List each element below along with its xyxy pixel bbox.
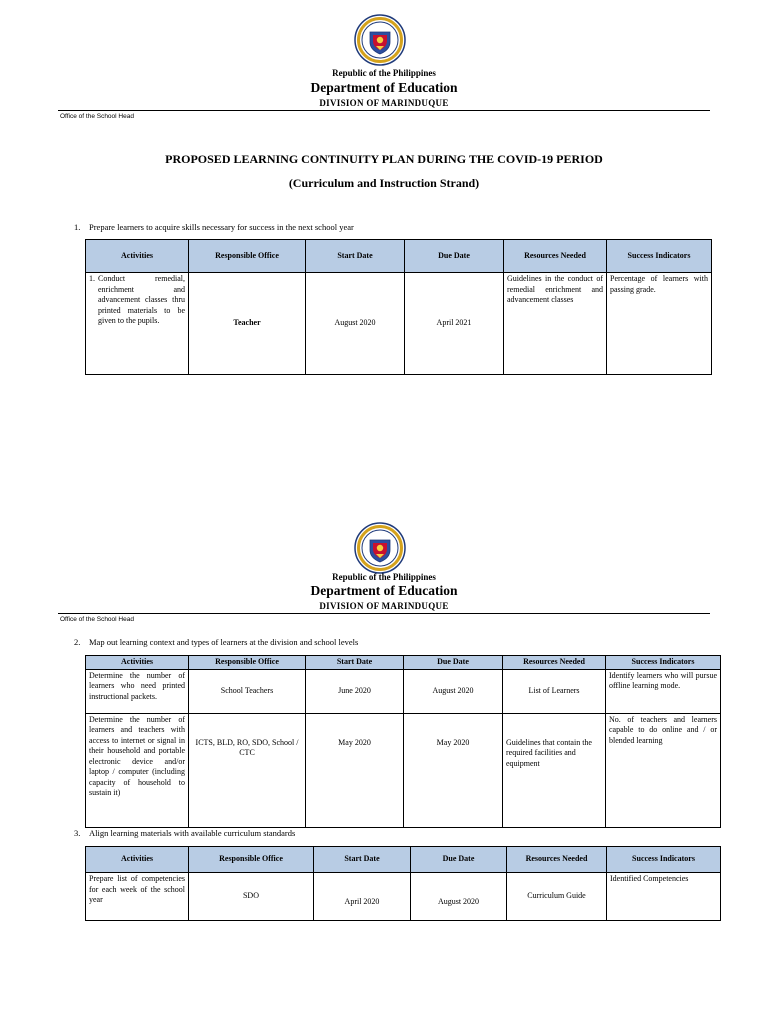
cell-activity: Prepare list of competencies for each week of the school year [86,873,189,921]
deped-seal-icon [354,522,406,574]
cell-responsible-office: Teacher [189,273,306,375]
header-resources-needed: Resources Needed [504,240,607,273]
division-label: DIVISION OF MARINDUQUE [319,601,449,611]
item-3-number: 3. [74,828,81,838]
cell-start-date: June 2020 [306,669,404,713]
cell-responsible-office: School Teachers [189,669,306,713]
item-2-number: 2. [74,637,81,647]
header-start-date: Start Date [314,847,411,873]
header-success-indicators: Success Indicators [607,847,721,873]
department-title: Department of Education [310,583,458,598]
table-2 [85,655,721,828]
table-3 [85,846,721,921]
document-page-2 [0,518,768,1024]
cell-due-date: April 2021 [405,273,504,375]
header-divider [58,613,710,614]
table-2-header-row [86,656,721,670]
cell-start-date: August 2020 [306,273,405,375]
office-label: Office of the School Head [60,616,134,623]
table-row [86,273,712,375]
header-activities: Activities [86,240,189,273]
cell-success-indicators: No. of teachers and learners capable to do online and / or blended learning [606,713,721,827]
table-row [86,713,721,827]
department-title: Department of Education [310,80,458,95]
header-due-date: Due Date [411,847,507,873]
office-label: Office of the School Head [60,113,134,120]
cell-resources-needed: List of Learners [503,669,606,713]
table-row [86,873,721,921]
cell-due-date: August 2020 [404,669,503,713]
document-page-1 [0,0,768,500]
item-2-text: Map out learning context and types of learners at the division and school levels [89,637,359,647]
cell-responsible-office: SDO [189,873,314,921]
cell-success-indicators: Percentage of learners with passing grade. [607,273,712,375]
cell-due-date: May 2020 [404,713,503,827]
header-activities: Activities [86,656,189,670]
cell-success-indicators: Identify learners who will pursue offline learning mode. [606,669,721,713]
cell-resources-needed: Guidelines in the conduct of remedial enrichment and advancement classes [504,273,607,375]
header-resources-needed: Resources Needed [507,847,607,873]
header-activities: Activities [86,847,189,873]
item-3-text: Align learning materials with available curriculum standards [89,828,296,838]
plan-subtitle: (Curriculum and Instruction Strand) [288,176,480,190]
activity-text: Conduct remedial, enrichment and advancement classes thru printed materials to be given to the pupils. [98,274,185,326]
header-start-date: Start Date [306,656,404,670]
cell-success-indicators: Identified Competencies [607,873,721,921]
cell-activity [86,273,189,375]
deped-seal-icon [354,14,406,66]
item-1-number: 1. [74,222,81,232]
table-row [86,669,721,713]
table-1 [85,239,712,375]
item-1-text: Prepare learners to acquire skills necessary for success in the next school year [89,222,354,232]
header-due-date: Due Date [405,240,504,273]
cell-due-date: August 2020 [411,873,507,921]
header-responsible-office: Responsible Office [189,656,306,670]
republic-label: Republic of the Philippines [332,572,436,582]
cell-start-date: April 2020 [314,873,411,921]
cell-resources-needed: Guidelines that contain the required facilities and equipment [503,713,606,827]
header-success-indicators: Success Indicators [606,656,721,670]
plan-title: PROPOSED LEARNING CONTINUITY PLAN DURING THE COVID-19 PERIOD [165,152,603,166]
table-3-header-row [86,847,721,873]
cell-activity: Determine the number of learners and teachers with access to internet or signal in their household and portable electronic device and/or laptop / computer (including capacity of household to sustain it) [86,713,189,827]
activity-number: 1. [89,274,95,283]
cell-start-date: May 2020 [306,713,404,827]
header-start-date: Start Date [306,240,405,273]
header-due-date: Due Date [404,656,503,670]
division-label: DIVISION OF MARINDUQUE [319,98,449,108]
table-1-header-row [86,240,712,273]
header-success-indicators: Success Indicators [607,240,712,273]
cell-responsible-office: ICTS, BLD, RO, SDO, School / CTC [189,713,306,827]
header-responsible-office: Responsible Office [189,240,306,273]
cell-activity: Determine the number of learners who need printed instructional packets. [86,669,189,713]
republic-label: Republic of the Philippines [332,68,436,78]
header-responsible-office: Responsible Office [189,847,314,873]
cell-resources-needed: Curriculum Guide [507,873,607,921]
header-divider [58,110,710,111]
header-resources-needed: Resources Needed [503,656,606,670]
